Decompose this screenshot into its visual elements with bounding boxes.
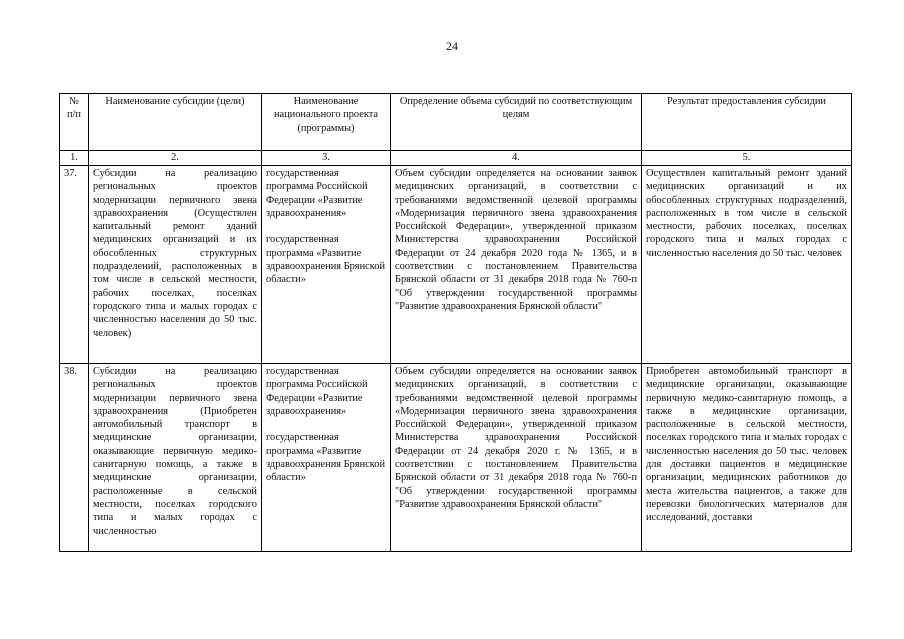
header-volume-definition: Определение объема субсидий по соответствующим целям: [391, 94, 642, 151]
subsidy-result: Осуществлен капитальный ремонт зданий медицинских организаций и их обособленных структурных подразделений, расположенных в том числе в сельской местности, рабочих поселках, поселках городского типа и малых городах с численностью населения до 50 тыс. человек: [642, 166, 852, 364]
header-num: № п/п: [60, 94, 89, 151]
regional-program: государственная программа «Развитие здравоохранения Брянской области»: [266, 234, 386, 286]
regional-program: государственная программа «Развитие здравоохранения Брянской области»: [266, 432, 386, 484]
national-project: [262, 166, 391, 364]
header-national-project: Наименование национального проекта (программы): [262, 94, 391, 151]
row-number: 38.: [60, 364, 89, 552]
column-number: 4.: [391, 151, 642, 166]
volume-definition: Объем субсидии определяется на основании заявок медицинских организаций, в соответствии с требованиями ведомственной целевой программы «Модернизация первичного звена здравоохранения Российской Федерации», утвержденной приказом Министерства здравоохранения Российской Федерации от 24 декабря 2020 г. № 1365, и в соответствии с постановлением Правительства Брянской области от 31 декабря 2018 года № 760-п "Об утверждении государственной программы "Развитие здравоохранения Брянской области": [391, 364, 642, 552]
column-number: 2.: [89, 151, 262, 166]
row-number: 37.: [60, 166, 89, 364]
header-row: [60, 94, 852, 151]
subsidy-name: Субсидии на реализацию региональных проектов модернизации первичного звена здравоохранения (Приобретен автомобильный транспорт в медицинские организации, оказывающие первичную медико-санитарную помощь, а также в медицинские организации, расположенные в сельской местности, поселках городского типа и малых городах с численностью: [89, 364, 262, 552]
table-row: [60, 166, 852, 364]
header-subsidy-name: Наименование субсидии (цели): [89, 94, 262, 151]
column-number-row: [60, 151, 852, 166]
column-number: 1.: [60, 151, 89, 166]
column-number: 5.: [642, 151, 852, 166]
federal-program: государственная программа Российской Федерации «Развитие здравоохранения»: [266, 366, 368, 417]
header-result: Результат предоставления субсидии: [642, 94, 852, 151]
national-project: [262, 364, 391, 552]
column-number: 3.: [262, 151, 391, 166]
table-row: [60, 364, 852, 552]
volume-definition: Объем субсидии определяется на основании заявок медицинских организаций, в соответствии с требованиями ведомственной целевой программы «Модернизация первичного звена здравоохранения Российской Федерации», утвержденной приказом Министерства здравоохранения Российской Федерации от 24 декабря 2020 года № 1365, и в соответствии с постановлением Правительства Брянской области от 31 декабря 2018 года № 760-п "Об утверждении государственной программы "Развитие здравоохранения Брянской области": [391, 166, 642, 364]
subsidy-name: Субсидии на реализацию региональных проектов модернизации первичного звена здравоохранения (Осуществлен капитальный ремонт зданий медицинских организаций и их обособленных структурных подразделений, расположенных в том числе в сельской местности, рабочих поселках, поселках городского типа и малых городах с численностью населения до 50 тыс. человек): [89, 166, 262, 364]
federal-program: государственная программа Российской Федерации «Развитие здравоохранения»: [266, 168, 368, 219]
page-number: 24: [446, 39, 458, 53]
subsidy-table: [59, 93, 852, 552]
subsidy-result: Приобретен автомобильный транспорт в медицинские организации, оказывающие первичную медико-санитарную помощь, а также в медицинские организации, расположенные в сельской местности, поселках городского типа и малых городах с численностью населения до 50 тыс. человек для доставки пациентов в медицинские организации, медицинских работников до места жительства пациентов, а также для перевозки биологических материалов для исследований, доставки: [642, 364, 852, 552]
